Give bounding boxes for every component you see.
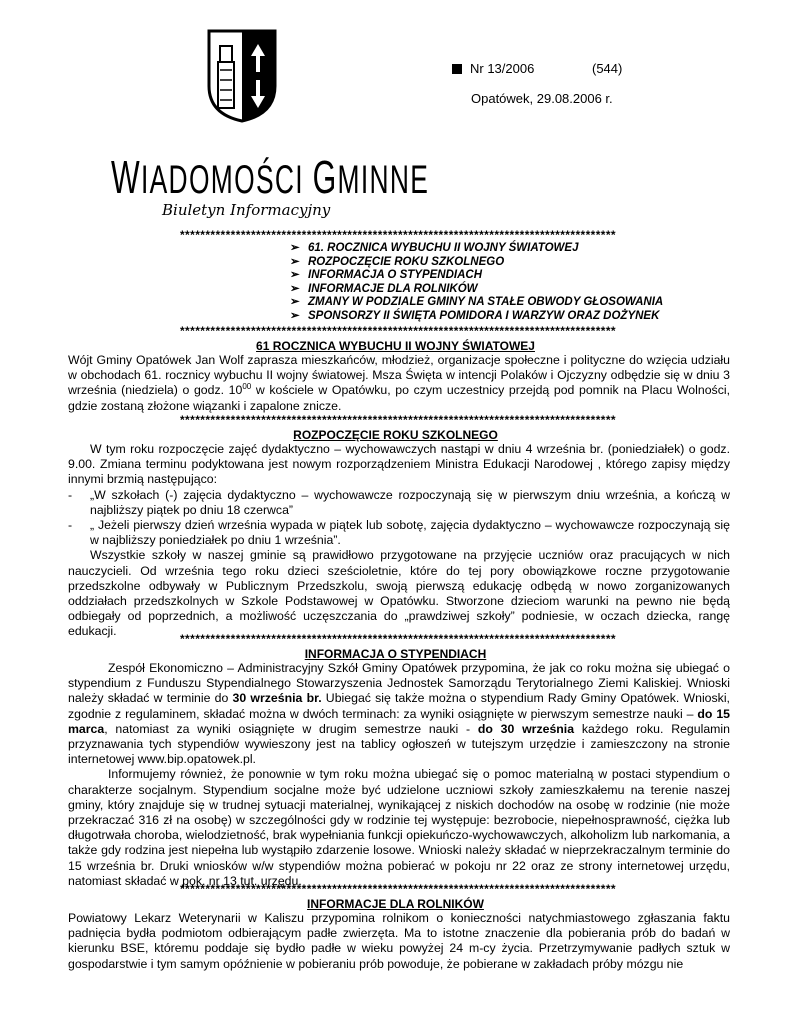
section-body-rolnicy [68,911,730,972]
toc-item: ➢ INFORMACJE DLA ROLNIKÓW [290,282,478,295]
paragraph: Wójt Gminy Opatówek Jan Wolf zaprasza mieszkańców, młodzież, organizacje społeczne i polityczne do wzięcia udziału w obchodach 61. rocznicy wybuchu II wojny światowej. Msza Święta w intencji Polaków i Ojczyzny odbędzie się w dniu 3 września (niedziela) o godz. $10^{00}$ w kościele w Opatówku, po czym uczestnicy przejdą pod pomnik na Placu Wolności, gdzie zostaną złożone wiązanki i zapalone znicze. [68,353,731,413]
paragraph: Zespół Ekonomiczno – Administracyjny Szkół Gminy Opatówek przypomina, że jak co roku można się ubiegać o stypendium z Funduszu Stypendialnego Stowarzyszenia Jednostek Samorządu Terytorialnego Ziemi Kaliskiej. Wnioski należy składać w terminie do 30 września br. Ubiegać się także można o stypendium Rady Gminy Opatówek. Wnioski, zgodnie z regulaminem, składać można w dwóch terminach: za wyniki osiągnięte w pierwszym semestrze nauki – do 15 marca, natomiast za wyniki osiągnięte w drugim semestrze nauki - do 30 września każdego roku. Regulamin przyznawania tych stypendiów wywieszony jest na tablicy ogłoszeń w tutejszym urzędzie i zamieszczony na stronie internetowej www.bip.opatowek.pl. [68,661,730,767]
square-bullet-icon [452,64,462,74]
separator-line: ************************************************************************************** [179,883,616,896]
paragraph: W tym roku rozpoczęcie zajęć dydaktyczno – wychowawczych nastąpi w dniu 4 września br. (poniedziałek) o godz. 9.00. Zmiana terminu podyktowana jest nowym rozporządzeniem Ministra Edukacji Narodowej , którego zapisy między innymi brzmią następująco: [68,442,730,487]
section-body-stypendia [68,661,730,889]
arrow-bullet-icon: ➢ [290,282,300,295]
section-title-rocznica: 61 ROCZNICA WYBUCHU II WOJNY ŚWIATOWEJ [256,339,535,353]
toc-item: ➢ INFORMACJA O STYPENDIACH [290,269,482,282]
arrow-bullet-icon: ➢ [290,255,300,268]
toc-item: ➢ ZMANY W PODZIALE GMINY NA STAŁE OBWODY GŁOSOWANIA [290,296,664,309]
paragraph: Powiatowy Lekarz Weterynarii w Kaliszu przypomina rolnikom o konieczności natychmiastowego zgłaszania faktu padnięcia bydła podmiotom odbierającym padłe zwierzęta. Ma to istotne znaczenie dla pobierania prób do badań w kierunku BSE, któremu poddaje się bydło padłe w wieku powyżej 24 m-cy życia. Przetrzymywanie padłych sztuk w gospodarstwie i tym samym opóźnienie w pobieraniu prób powoduje, że pobierane w zakładach próby mózgu nie [68,911,730,971]
section-body-szkola [68,442,730,640]
issue-number [452,61,623,76]
quote-item: - „ Jeżeli pierwszy dzień września wypada w piątek lub sobotę, zajęcia dydaktyczno – wychowawcze rozpoczynają się w najbliższy poniedziałek po dniu 1 września”. [68,518,730,548]
separator-line: ************************************************************************************** [179,325,616,338]
section-title-szkola: ROZPOCZĘCIE ROKU SZKOLNEGO [293,428,498,442]
masthead-subtitle: Biuletyn Informacyjny [162,201,331,219]
section-title-stypendia: INFORMACJA O STYPENDIACH [304,647,487,661]
separator-line: ************************************************************************************** [179,414,616,427]
paragraph: Informujemy również, że ponownie w tym roku można ubiegać się o pomoc materialną w postaci stypendium o charakterze socjalnym. Stypendium socjalne może być udzielone uczniowi szkoły zamieszkałemu na terenie naszej gminy, który znajduje się w trudnej sytuacji materialnej, wynikającej z niskich dochodów na osobę w rodzinie (nie może przekraczać 316 zł na osobę) w szczególności gdy w rodzinie tej występuje: bezrobocie, niepełnosprawność, ciężka lub długotrwała choroba, wielodzietność, brak wypełniania funkcji opiekuńczo-wychowawczych, alkoholizm lub narkomania, a także gdy rodzina jest niepełna lub wystąpiło zdarzenie losowe. Wnioski należy składać w nieprzekraczalnym terminie do 15 września br. Druki wniosków w/w stypendiów można pobierać w pokoju nr 22 oraz ze strony internetowej urzędu, natomiast składać w pok. nr 13 tut. urzędu. [68,767,730,888]
section-title-rolnicy: INFORMACJE DLA ROLNIKÓW [307,897,484,911]
municipal-crest-logo [206,28,278,124]
table-of-contents [290,242,663,324]
masthead-title: WIADOMOŚCI GMINNE [111,151,430,203]
toc-item: ➢ ROZPOCZĘCIE ROKU SZKOLNEGO [290,255,505,268]
arrow-bullet-icon: ➢ [290,309,300,322]
section-body-rocznica [68,353,730,414]
separator-line: ************************************************************************************** [179,229,616,242]
issue-sequence: (544) [592,61,623,76]
quote-item: - „W szkołach (-) zajęcia dydaktyczno – wychowawcze rozpoczynają się w pierwszym dniu września, a kończą w najbliższy piątek po dniu 18 czerwca” [68,487,730,517]
arrow-bullet-icon: ➢ [290,242,300,254]
paragraph: Wszystkie szkoły w naszej gminie są prawidłowo przygotowane na przyjęcie uczniów oraz pracujących w nich nauczycieli. Od września tego roku dzieci sześcioletnie, które do tej pory obowiązkowe roczne przygotowanie przedszkolne odbywały w Publicznym Przedszkolu, swoją pierwszą edukację odbędą w nowo zorganizowanych oddziałach przedszkolnych w Szkole Podstawowej w Opatówku. Stworzone dzieciom warunki na pewno nie będą odbiegały od poprzednich, a możliwość uczęszczania do „prawdziwej szkoły” podniesie, w oczach dziecka, rangę edukacji. [68,548,730,639]
place-date: Opatówek, 29.08.2006 r. [471,91,613,106]
separator-line: ************************************************************************************** [179,633,616,646]
toc-item: ➢ SPONSORZY II ŚWIĘTA POMIDORA I WARZYW ORAZ DOŻYNEK [290,309,660,322]
arrow-bullet-icon: ➢ [290,269,300,282]
issue-number-text: Nr 13/2006 [470,61,535,76]
arrow-bullet-icon: ➢ [290,296,300,309]
toc-item: ➢ 61. ROCZNICA WYBUCHU II WOJNY ŚWIATOWEJ [290,242,579,254]
